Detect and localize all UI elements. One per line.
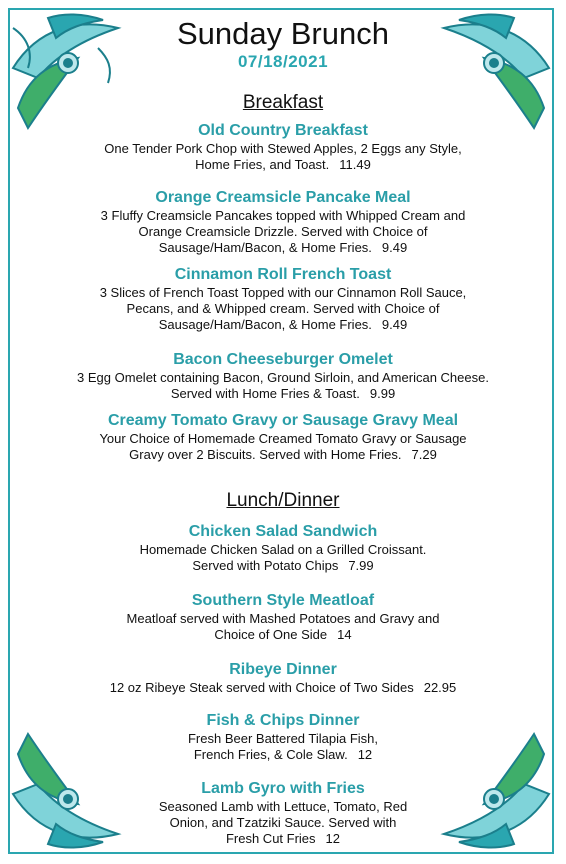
- menu-item-price: 7.29: [411, 447, 437, 462]
- section-heading-breakfast: Breakfast: [242, 92, 324, 113]
- menu-item-description: Your Choice of Homemade Creamed Tomato Gravy or Sausage Gravy over 2 Biscuits. Served with Home Fries. 7.29: [99, 431, 467, 462]
- section-heading-lunch-dinner: Lunch/Dinner: [226, 490, 340, 511]
- menu-item: [50, 188, 516, 256]
- menu-item-name: Cinnamon Roll French Toast: [174, 266, 392, 283]
- menu-item-description: One Tender Pork Chop with Stewed Apples, 2 Eggs any Style, Home Fries, and Toast. 11.49: [104, 141, 462, 172]
- menu-item: [50, 522, 516, 574]
- menu-item-price: 9.99: [369, 386, 396, 401]
- menu-item-description: Homemade Chicken Salad on a Grilled Croissant. Served with Potato Chips 7.99: [139, 542, 427, 573]
- menu-item-price: 9.49: [381, 240, 408, 255]
- menu-item: [50, 411, 516, 463]
- menu-item-price: 9.49: [381, 317, 408, 332]
- menu-item-price: 12: [357, 747, 373, 762]
- menu-item: [50, 265, 516, 333]
- menu-item-price: 12: [325, 831, 341, 846]
- menu-item-price: 11.49: [339, 157, 371, 172]
- menu-item-price: 22.95: [423, 680, 457, 695]
- menu-item: [50, 779, 516, 847]
- menu-date: 07/18/2021: [237, 52, 329, 71]
- menu-item-description: Meatloaf served with Mashed Potatoes and Gravy and Choice of One Side 14: [126, 611, 440, 642]
- menu-item-description: 12 oz Ribeye Steak served with Choice of Two Sides 22.95: [109, 680, 457, 695]
- menu-item: [50, 660, 516, 696]
- menu-item-price: 7.99: [348, 558, 374, 573]
- menu-item-name: Chicken Salad Sandwich: [188, 523, 378, 540]
- menu-item-description: 3 Egg Omelet containing Bacon, Ground Sirloin, and American Cheese. Served with Home Fries & Toast. 9.99: [77, 370, 489, 401]
- page-title: Sunday Brunch: [177, 16, 389, 51]
- menu-item-description: 3 Fluffy Creamsicle Pancakes topped with Whipped Cream and Orange Creamsicle Drizzle. Served with Choice of Sausage/Ham/Bacon, & Home Fries. 9.49: [100, 208, 466, 255]
- menu-item-name: Ribeye Dinner: [229, 661, 337, 678]
- menu-item-name: Fish & Chips Dinner: [206, 712, 360, 729]
- menu-item-name: Creamy Tomato Gravy or Sausage Gravy Meal: [107, 412, 459, 429]
- menu-item-description: Seasoned Lamb with Lettuce, Tomato, Red Onion, and Tzatziki Sauce. Served with Fresh Cut Fries 12: [158, 799, 408, 846]
- menu-item-name: Old Country Breakfast: [198, 122, 368, 139]
- menu-item-name: Southern Style Meatloaf: [191, 592, 375, 609]
- menu-item: [50, 711, 516, 763]
- menu-item: [50, 121, 516, 173]
- menu-item-description: Fresh Beer Battered Tilapia Fish, French Fries, & Cole Slaw. 12: [187, 731, 379, 762]
- menu-item-name: Bacon Cheeseburger Omelet: [173, 351, 393, 368]
- menu-item-name: Orange Creamsicle Pancake Meal: [155, 189, 411, 206]
- menu-item-description: 3 Slices of French Toast Topped with our Cinnamon Roll Sauce, Pecans, and & Whipped cream. Served with Choice of Sausage/Ham/Bacon, & Home Fries. 9.49: [99, 285, 467, 332]
- menu-item-price: 14: [337, 627, 352, 642]
- menu-item: [50, 591, 516, 643]
- menu-item-name: Lamb Gyro with Fries: [201, 780, 365, 797]
- menu-item: [50, 350, 516, 402]
